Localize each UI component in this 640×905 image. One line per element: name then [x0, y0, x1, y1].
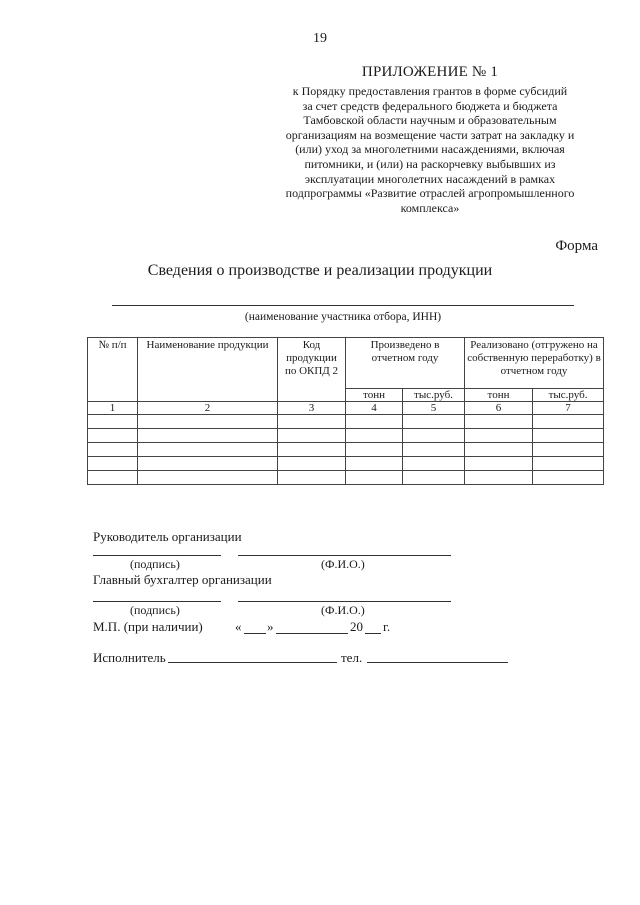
header-sold: Реализовано (отгружено на собственную переработку) в отчетном году [465, 338, 604, 389]
participant-name-field[interactable] [112, 305, 574, 306]
appendix-line: за счет средств федерального бюджета и бюджета [302, 98, 558, 113]
table-row[interactable] [88, 443, 604, 457]
executor-field[interactable] [168, 662, 337, 663]
appendix-line: подпрограммы «Развитие отраслей агропромышленного [285, 186, 575, 201]
appendix-line: (или) уход за многолетними насаждениями, включая [295, 142, 565, 157]
head-signature-field[interactable] [93, 555, 221, 556]
appendix-line: Тамбовской области научным и образовательным [303, 113, 557, 128]
table-row[interactable] [88, 429, 604, 443]
unit-sold-rub: тыс.руб. [533, 389, 604, 402]
column-number: 1 [88, 402, 138, 415]
column-number: 4 [346, 402, 403, 415]
appendix-title: ПРИЛОЖЕНИЕ № 1 [361, 64, 499, 80]
header-product-code: Код продукции по ОКПД 2 [278, 338, 346, 402]
unit-produced-rub: тыс.руб. [403, 389, 465, 402]
appendix-line: комплекса» [400, 200, 460, 215]
accountant-name-caption: (Ф.И.О.) [321, 603, 365, 617]
document-title: Сведения о производстве и реализации продукции [147, 262, 493, 279]
date-open-quote: « [235, 619, 242, 634]
date-year-field[interactable] [365, 633, 381, 634]
appendix-line: эксплуатации многолетних насаждений в рамках [304, 171, 556, 186]
header-produced: Произведено в отчетном году [346, 338, 465, 389]
participant-caption: (наименование участника отбора, ИНН) [244, 311, 442, 323]
seal-label: М.П. (при наличии) [93, 619, 203, 634]
accountant-name-field[interactable] [238, 601, 451, 602]
accountant-signature-caption: (подпись) [130, 603, 180, 617]
column-number: 2 [138, 402, 278, 415]
executor-label: Исполнитель [93, 650, 166, 665]
head-title: Руководитель организации [93, 529, 242, 544]
phone-label: тел. [341, 650, 363, 665]
head-name-field[interactable] [238, 555, 451, 556]
column-number: 5 [403, 402, 465, 415]
accountant-title: Главный бухгалтер организации [93, 572, 272, 587]
date-suffix: г. [383, 619, 391, 634]
table-row[interactable] [88, 471, 604, 485]
head-signature-caption: (подпись) [130, 557, 180, 571]
column-number: 7 [533, 402, 604, 415]
date-day-field[interactable] [244, 633, 266, 634]
accountant-signature-field[interactable] [93, 601, 221, 602]
form-label: Форма [555, 238, 598, 254]
unit-sold-tons: тонн [465, 389, 533, 402]
column-number: 3 [278, 402, 346, 415]
appendix-description [270, 84, 590, 215]
page-number: 19 [313, 31, 327, 46]
header-product-name: Наименование продукции [138, 338, 278, 402]
phone-field[interactable] [367, 662, 508, 663]
appendix-line: к Порядку предоставления грантов в форме субсидий [292, 84, 568, 98]
date-close-quote: » [267, 619, 274, 634]
production-table [87, 337, 604, 485]
date-month-field[interactable] [276, 633, 348, 634]
side-stamp-mark [0, 455, 7, 570]
column-numbers-row [88, 402, 604, 415]
head-name-caption: (Ф.И.О.) [321, 557, 365, 571]
table-row[interactable] [88, 415, 604, 429]
column-number: 6 [465, 402, 533, 415]
table-row[interactable] [88, 457, 604, 471]
header-number: № п/п [88, 338, 138, 402]
unit-produced-tons: тонн [346, 389, 403, 402]
appendix-line: организациям на возмещение части затрат на закладку и [285, 127, 575, 142]
date-year-prefix: 20 [350, 619, 363, 634]
appendix-line: питомники, и (или) на раскорчевку выбывших из [304, 156, 556, 171]
